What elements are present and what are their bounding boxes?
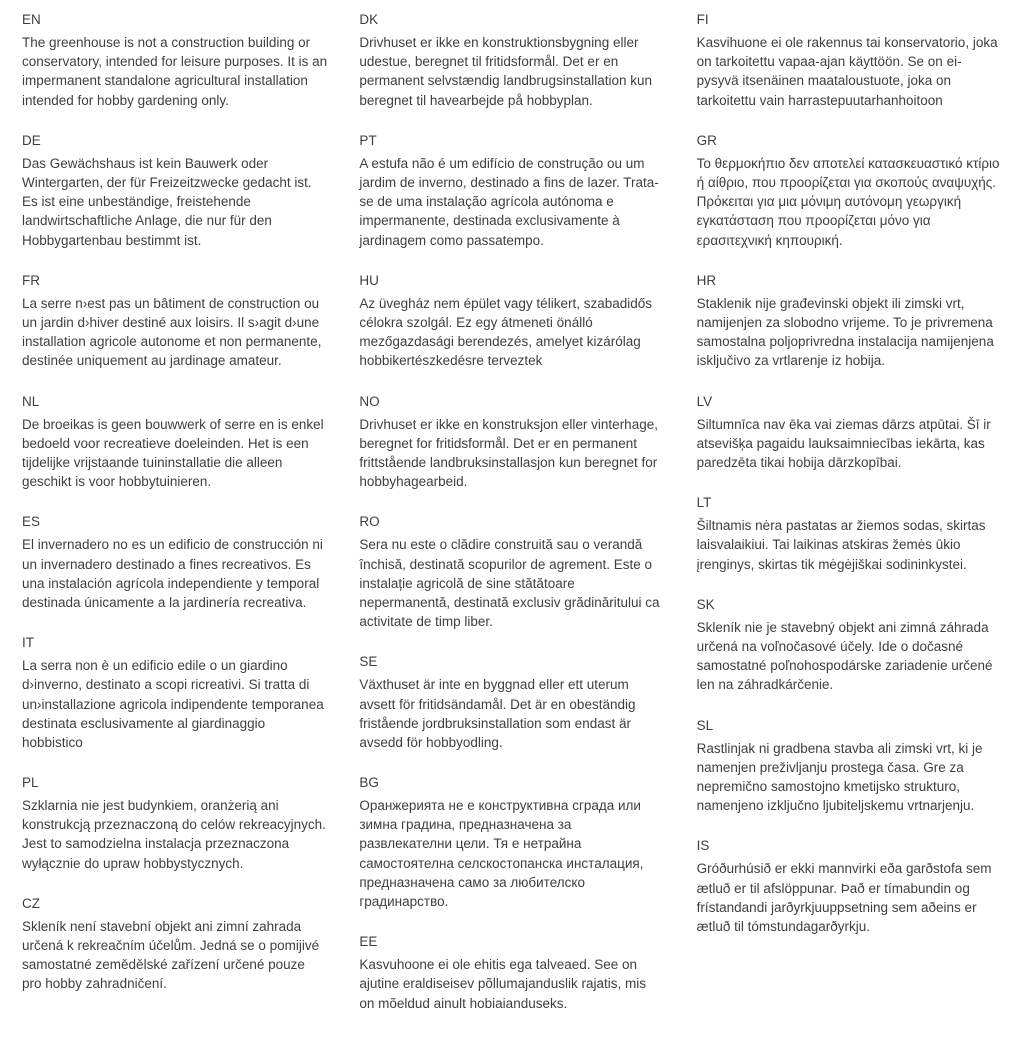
block-ee	[359, 932, 664, 1013]
block-sl	[697, 716, 1002, 816]
language-code-gr: GR	[696, 132, 717, 148]
block-de	[22, 131, 327, 250]
language-text-hr: Staklenik nije građevinski objekt ili zimski vrt, namijenjen za slobodno vrijeme. To je privremena samostalna poljoprivredna instalacija namijenjena isključivo za vrtlarenje iz hobija.	[696, 295, 994, 369]
language-code-it: IT	[22, 635, 34, 651]
language-text-cz: Skleník není stavební objekt ani zimní zahrada určená k rekreačním účelům. Jedná se o pomijivé samostatné zemědělské zařízení určené pouze pro hobby zahradničení.	[22, 918, 320, 992]
language-text-sl: Rastlinjak ni gradbena stavba ali zimski vrt, ki je namenjen preživljanju prostega časa. Gre za nepremično samostojno kmetijsko strukturo, namenjeno izključno ljubiteljskemu vrtnarjenju.	[696, 740, 983, 814]
language-text-fr: La serre n›est pas un bâtiment de construction ou un jardin d›hiver destiné aux loisirs. Il s›agit d›une installation agricole autonome et non permanente, destinée uniquement au jardinage amateur.	[22, 295, 322, 369]
language-text-fi: Kasvihuone ei ole rakennus tai konservatorio, joka on tarkoitettu vapaa-ajan käyttöön. Se on ei-pysyvä itsenäinen maataloustuote, joka on tarkoitettu vain harrastepuutarhanhoitoon	[696, 35, 998, 108]
language-code-nl: NL	[22, 393, 40, 409]
block-pl	[22, 773, 327, 873]
block-lt	[697, 493, 1002, 574]
block-hr	[697, 271, 1002, 371]
language-code-no: NO	[359, 393, 380, 409]
language-text-pl: Szklarnia nie jest budynkiem, oranżerią ani konstrukcją przeznaczoną do celów rekreacyjnych. Jest to samodzielna instalacja przeznaczona wyłącznie do upraw hobbystycznych.	[22, 798, 326, 871]
language-text-is: Gróðurhúsið er ekki mannvirki eða garðstofa sem ætluð er til afslöppunar. Það er tímabundin og frístandandi jarðyrkjuuppsetning sem aðeins er ætluð til tómstundagarðyrkju.	[696, 861, 992, 934]
multilingual-disclaimer-page	[22, 10, 1002, 1034]
language-text-hu: Az üvegház nem épület vagy télikert, szabadidős célokra szolgál. Ez egy átmeneti önálló mezőgazdasági berendezés, amelyet kizárólag hobbikertészkedésre terveztek	[359, 295, 652, 369]
language-text-dk: Drivhuset er ikke en konstruktionsbygning eller udestue, beregnet til fritidsformål. Det er en permanent selvstændig landbrugsinstallation kun beregnet til havearbejde på hobbyplan.	[359, 35, 653, 108]
language-text-gr: Το θερμοκήπιο δεν αποτελεί κατασκευαστικό κτίριο ή αίθριο, που προορίζεται για σκοπούς αναψυχής. Πρόκειται για μια μόνιμη αυτόνομη γεωργική εγκατάσταση που προορίζεται μόνο για ερασιτεχνική κηπουρική.	[696, 155, 1000, 248]
block-no	[359, 392, 664, 492]
language-code-dk: DK	[359, 12, 379, 27]
language-code-en: EN	[22, 12, 41, 27]
language-text-lt: Šiltnamis nėra pastatas ar žiemos sodas, skirtas laisvalaikiui. Tai laikinas atskiras žemės ūkio įrenginys, skirtas tik mėgėjiškai sodininkystei.	[696, 518, 986, 572]
block-nl	[22, 392, 327, 492]
language-code-bg: BG	[359, 775, 379, 790]
language-text-lv: Siltumnīca nav ēka vai ziemas dārzs atpūtai. Šī ir atsevišķa pagaidu lauksaimniecības iekārta, kas paredzēta tikai hobija dārzkopībai.	[696, 416, 991, 470]
block-it	[22, 633, 327, 752]
block-lv	[697, 392, 1002, 473]
language-code-se: SE	[359, 654, 378, 670]
language-code-sl: SL	[696, 717, 714, 733]
language-text-se: Växthuset är inte en byggnad eller ett uterum avsett för fritidsändamål. Det är en obeständig fristående jordbruksinstallation som endast är avsedd för hobbyodling.	[359, 677, 636, 750]
language-code-pl: PL	[22, 775, 39, 790]
language-text-nl: De broeikas is geen bouwwerk of serre en is enkel bedoeld voor recreatieve doeleinden. Het is een tijdelijke vrijstaande tuininstallatie die alleen geschikt is voor hobbytuinieren.	[22, 416, 324, 490]
block-ro	[359, 512, 664, 631]
language-text-de: Das Gewächshaus ist kein Bauwerk oder Wintergarten, der für Freizeitzwecke gedacht ist. Es ist eine unbeständige, freistehende landwirtschaftliche Anlage, die nur für den Hobbygartenbau bestimmt ist.	[22, 155, 312, 248]
language-code-fi: FI	[696, 12, 709, 27]
block-es	[22, 512, 327, 612]
language-code-is: IS	[696, 838, 710, 854]
block-en	[22, 10, 327, 110]
column-middle	[359, 10, 664, 1034]
language-code-es: ES	[22, 514, 41, 530]
block-sk	[697, 595, 1002, 695]
language-code-pt: PT	[359, 132, 377, 148]
block-pt	[359, 131, 664, 250]
language-text-es: El invernadero no es un edificio de construcción ni un invernadero destinado a fines recreativos. Es una instalación agrícola independiente y temporal destinada únicamente a la jardinería recreativa.	[22, 537, 323, 610]
language-code-ro: RO	[359, 514, 380, 530]
block-dk	[359, 10, 664, 110]
block-se	[359, 652, 664, 752]
language-text-bg: Оранжерията не е конструктивна сграда или зимна градина, предназначена за развлекателни цели. Тя е нетрайна самостоятелна селскостопанска инсталация, предназначена само за любителско градинарство.	[359, 798, 644, 909]
block-gr	[697, 131, 1002, 250]
block-fr	[22, 271, 327, 371]
block-is	[697, 836, 1002, 936]
column-left	[22, 10, 327, 1015]
language-code-cz: CZ	[22, 895, 40, 911]
language-code-lv: LV	[696, 393, 713, 409]
language-text-en: The greenhouse is not a construction building or conservatory, intended for leisure purposes. It is an impermanent standalone agricultural installation intended for hobby gardening only.	[22, 35, 328, 108]
block-hu	[359, 271, 664, 371]
language-code-fr: FR	[22, 272, 40, 288]
language-text-sk: Skleník nie je stavebný objekt ani zimná záhrada určená na voľnočasové účely. Ide o dočasné samostatné poľnohospodárske zariadenie určené len na záhradkárčenie.	[696, 619, 993, 693]
block-cz	[22, 894, 327, 994]
language-code-hu: HU	[359, 272, 379, 288]
language-code-sk: SK	[696, 596, 715, 612]
language-text-ee: Kasvuhoone ei ole ehitis ega talveaed. See on ajutine eraldiseisev põllumajanduslik rajatis, mis on mõeldud ainult hobiaianduseks.	[359, 957, 646, 1011]
block-fi	[697, 10, 1002, 110]
language-text-no: Drivhuset er ikke en konstruksjon eller vinterhage, beregnet for fritidsformål. Det er en permanent frittstående landbruksinstallasjon kun beregnet for hobbyhagearbeid.	[359, 416, 658, 490]
language-code-hr: HR	[696, 272, 717, 288]
column-right	[697, 10, 1002, 957]
language-code-ee: EE	[359, 934, 378, 950]
language-code-lt: LT	[696, 495, 712, 511]
language-code-de: DE	[22, 132, 41, 148]
language-text-pt: A estufa não é um edifício de construção ou um jardim de inverno, destinado a fins de lazer. Trata-se de uma instalação agrícola autónoma e impermanente, destinada exclusivamente à jardinagem como passatempo.	[359, 155, 659, 248]
block-bg	[359, 773, 664, 911]
language-text-it: La serra non è un edificio edile o un giardino d›inverno, destinato a scopi ricreativi. Si tratta di un›installazione agricola indipendente temporanea destinata esclusivamente al giardinaggio hobbistico	[22, 658, 324, 750]
language-text-ro: Sera nu este o clădire construită sau o verandă închisă, destinată scopurilor de agrement. Este o instalație agricolă de sine stătătoare nepermanentă, destinată exclusiv grădinăritului ca activitate de timp liber.	[359, 537, 660, 630]
